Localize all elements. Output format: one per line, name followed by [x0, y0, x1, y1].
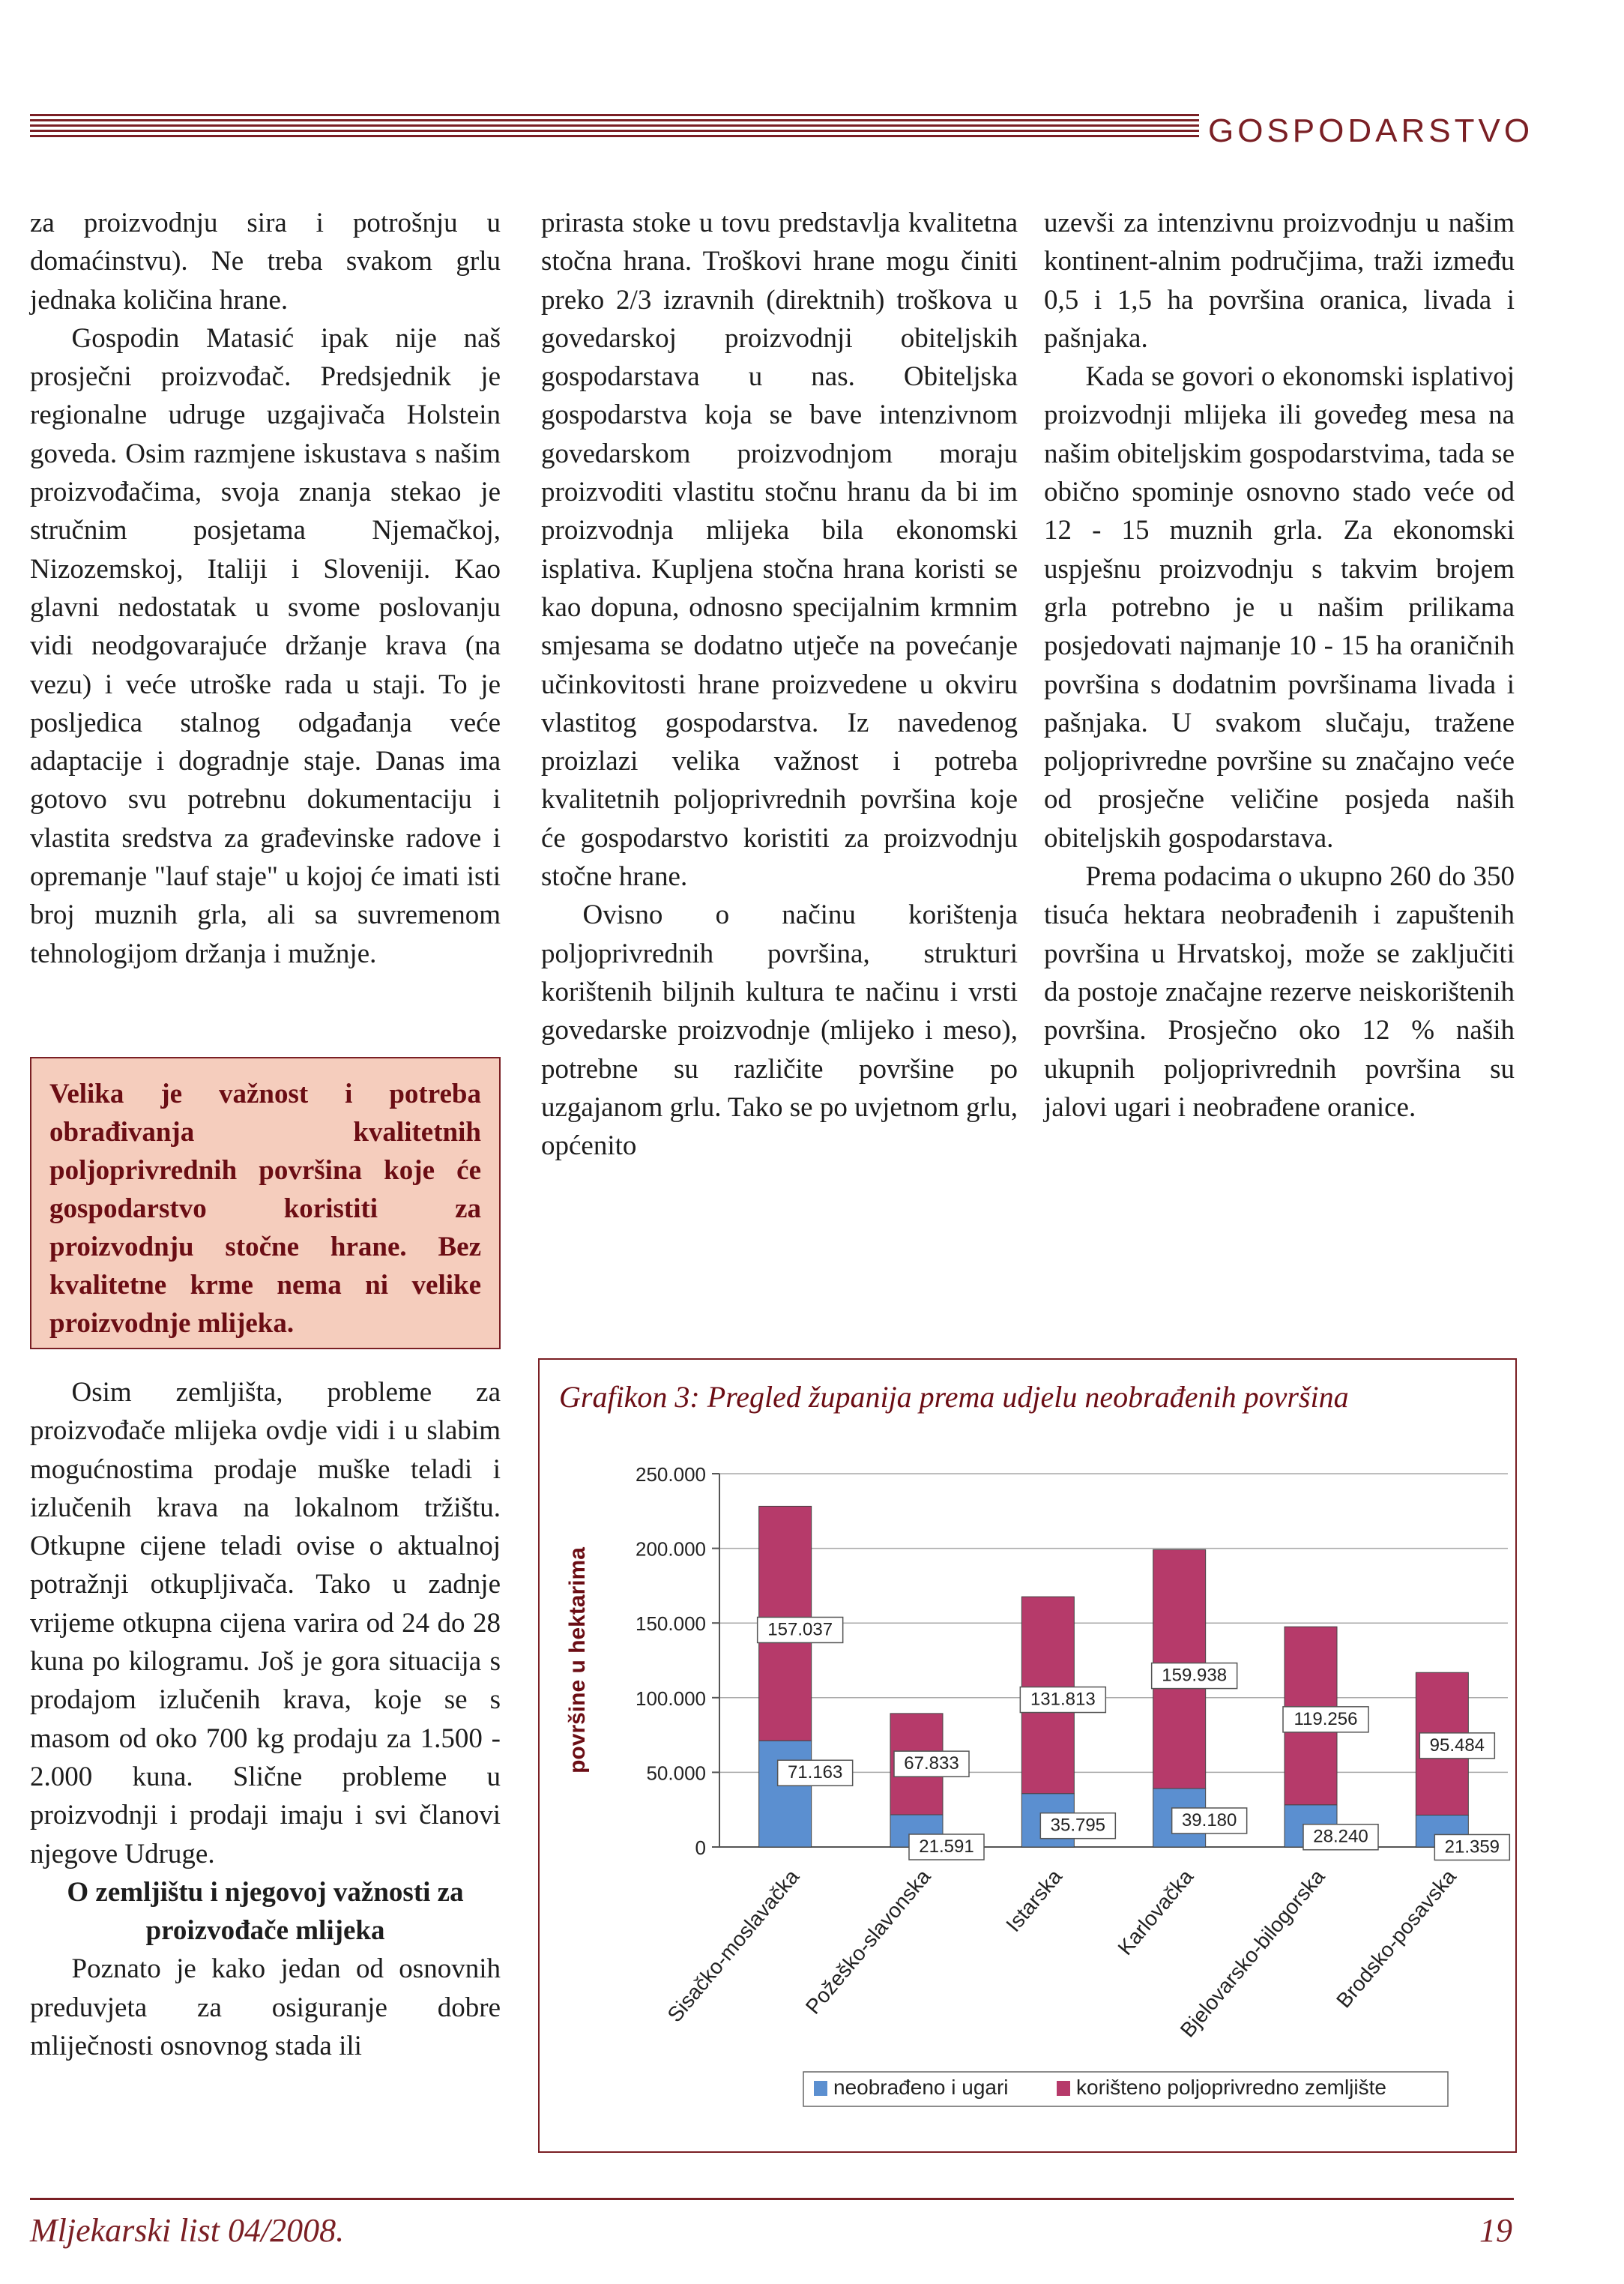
legend-swatch-uncultivated — [814, 2081, 827, 2096]
paragraph: za proizvodnju sira i potrošnju u domaćinstvu). Ne treba svakom grlu jednaka količina hrane. — [30, 208, 501, 316]
data-label-cultivated: 95.484 — [1429, 1735, 1485, 1756]
data-label-uncultivated: 39.180 — [1181, 1810, 1237, 1830]
legend-label-cultivated: korišteno poljoprivredno zemljište — [1076, 2076, 1386, 2099]
highlight-box: Velika je važnost i potreba obrađivanja kvalitetnih poljoprivrednih površina koje će gospodarstvo koristiti za proizvodnju stočne hrane. Bez kvalitetne krme nema ni velike proizvodnje mlijeka. — [30, 1057, 501, 1349]
paragraph: uzevši za intenzivnu proizvodnju u našim kontinent-alnim područjima, traži između 0,5 i 1,5 ha površina oranica, livada i pašnjaka. — [1044, 208, 1515, 354]
data-label-cultivated: 131.813 — [1030, 1689, 1096, 1710]
column-3 — [1044, 204, 1515, 1127]
data-label-uncultivated: 71.163 — [787, 1762, 843, 1783]
y-tick-label: 100.000 — [636, 1687, 706, 1710]
y-axis-label: površine u hektarima — [565, 1547, 590, 1774]
section-heading: O zemljištu i njegovoj važnosti za proizvođače mlijeka — [67, 1876, 464, 1947]
data-label-uncultivated: 35.795 — [1050, 1815, 1106, 1836]
stacked-bar-chart — [540, 1360, 1518, 2154]
paragraph: Poznato je kako jedan od osnovnih preduvjeta za osiguranje dobre mliječnosti osnovnog stada ili — [30, 1953, 501, 2062]
data-label-cultivated: 159.938 — [1162, 1665, 1228, 1686]
paragraph: Osim zemljišta, probleme za proizvođače mlijeka ovdje vidi i u slabim mogućnostima prodaje muške teladi i izlučenih krava na lokalnom tržištu. Otkupne cijene teladi ovise o aktualnoj potražnji otkupljivača. Tako u zadnje vrijeme otkupna cijena varira od 24 do 28 kuna po kilogramu. Još je gora situacija s prodajom izlučenih krava, koje se s masom od oko 700 kg prodaju za 1.500 - 2.000 kuna. Slične probleme u proizvodnji i prodaji imaju i svi članovi njegove Udruge. — [30, 1377, 501, 1869]
category-label: Sisačko-moslavačka — [662, 1864, 804, 2027]
data-label-cultivated: 119.256 — [1294, 1708, 1358, 1729]
section-title: GOSPODARSTVO — [1208, 112, 1534, 149]
footer-rule — [30, 2198, 1514, 2200]
y-tick-label: 150.000 — [636, 1612, 706, 1636]
journal-issue: Mljekarski list 04/2008. — [30, 2212, 345, 2249]
plot-area — [719, 1474, 1508, 1847]
y-tick-label: 250.000 — [636, 1463, 706, 1486]
bar-uncultivated — [759, 1741, 812, 1847]
paragraph: Kada se govori o ekonomski isplativoj proizvodnji mlijeka ili goveđeg mesa na našim obiteljskim gospodarstvima, tada se obično spominje osnovno stado veće od 12 - 15 muznih grla. Za ekonomski uspješnu proizvodnju s takvim brojem grla potrebno je u našim prilikama posjedovati najmanje 10 - 15 ha oraničnih površina s dodatnim površinama livada i pašnjaka. U svakom slučaju, tražene poljoprivredne površine su značajno veće od prosječne veličine posjeda naših obiteljskih gospodarstava. — [1044, 361, 1515, 854]
y-tick-label: 0 — [695, 1836, 706, 1859]
paragraph: prirasta stoke u tovu predstavlja kvalitetna stočna hrana. Troškovi hrane mogu činiti preko 2/3 izravnih (direktnih) troškova u govedarskoj proizvodnji obiteljskih gospodarstava u nas. Obiteljska gospodarstva koja se bave intenzivnom govedarskom proizvodnjom moraju proizvoditi vlastitu stočnu hranu da bi im proizvodnja mlijeka bila ekonomski isplativa. Kupljena stočna hrana koristi se kao dopuna, odnosno specijalnim krmnim smjesama se dodatno utječe na povećanje učinkovitosti hrane proizvedene u okviru vlastitog gospodarstva. Iz navedenog proizlazi velika važnost i potreba kvalitetnih poljoprivrednih površina koje će gospodarstvo koristiti za proizvodnju stočne hrane. — [541, 208, 1018, 893]
paragraph: Prema podacima o ukupno 260 do 350 tisuća hektara neobrađenih i zapuštenih površina u Hrvatskoj, može se zaključiti da postoje značajne rezerve neiskorištenih površina. Prosječno oko 12 % naših ukupnih poljoprivrednih površina su jalovi ugari i neobrađene oranice. — [1044, 861, 1515, 1123]
chart-title: Grafikon 3: Pregled županija prema udjelu neobrađenih površina — [559, 1380, 1349, 1414]
column-1-top — [30, 204, 501, 973]
chart-figure — [538, 1358, 1517, 2153]
category-label: Brodsko-posavska — [1332, 1864, 1461, 2013]
y-tick-label: 200.000 — [636, 1537, 706, 1561]
y-tick-label: 50.000 — [646, 1762, 706, 1785]
column-2 — [541, 204, 1018, 1165]
legend-label-uncultivated: neobrađeno i ugari — [833, 2076, 1009, 2099]
category-label: Bjelovarsko-bilogorska — [1175, 1864, 1329, 2042]
paragraph: Gospodin Matasić ipak nije naš prosječni proizvođač. Predsjednik je regionalne udruge uzgajivača Holstein goveda. Osim razmjene iskustava s našim proizvođačima, svoja znanja stekao je stručnim posjetama Njemačkoj, Nizozemskoj, Italiji i Sloveniji. Kao glavni nedostatak u svome poslovanju vidi neodgovarajuće držanje krava (na vezu) i veće utroške rada u staji. To je posljedica stalnog odgađanja veće adaptacije i dogradnje staje. Danas ima gotovo svu potrebnu dokumentaciju i vlastita sredstva za građevinske radove i opremanje "lauf staje" u kojoj će imati isti broj muznih grla, ali sa suvremenom tehnologijom držanja i mužnje. — [30, 322, 501, 969]
category-label: Požeško-slavonska — [800, 1864, 935, 2019]
data-label-uncultivated: 28.240 — [1313, 1826, 1368, 1847]
column-1-bottom — [30, 1373, 501, 2065]
data-label-uncultivated: 21.591 — [919, 1836, 974, 1857]
paragraph: Ovisno o načinu korištenja poljoprivrednih površina, strukturi korištenih biljnih kultura te načinu i vrsti govedarske proizvodnje (mlijeko i meso), potrebne su različite površine po uzgajanom grlu. Tako se po uvjetnom grlu, općenito — [541, 900, 1018, 1162]
page-number: 19 — [1479, 2212, 1512, 2249]
category-label: Karlovačka — [1113, 1864, 1198, 1959]
legend-swatch-cultivated — [1057, 2081, 1070, 2096]
data-label-cultivated: 157.037 — [767, 1619, 833, 1640]
category-label: Istarska — [1001, 1864, 1066, 1936]
header-rules — [30, 114, 1199, 144]
data-label-cultivated: 67.833 — [904, 1753, 959, 1774]
data-label-uncultivated: 21.359 — [1444, 1836, 1500, 1857]
